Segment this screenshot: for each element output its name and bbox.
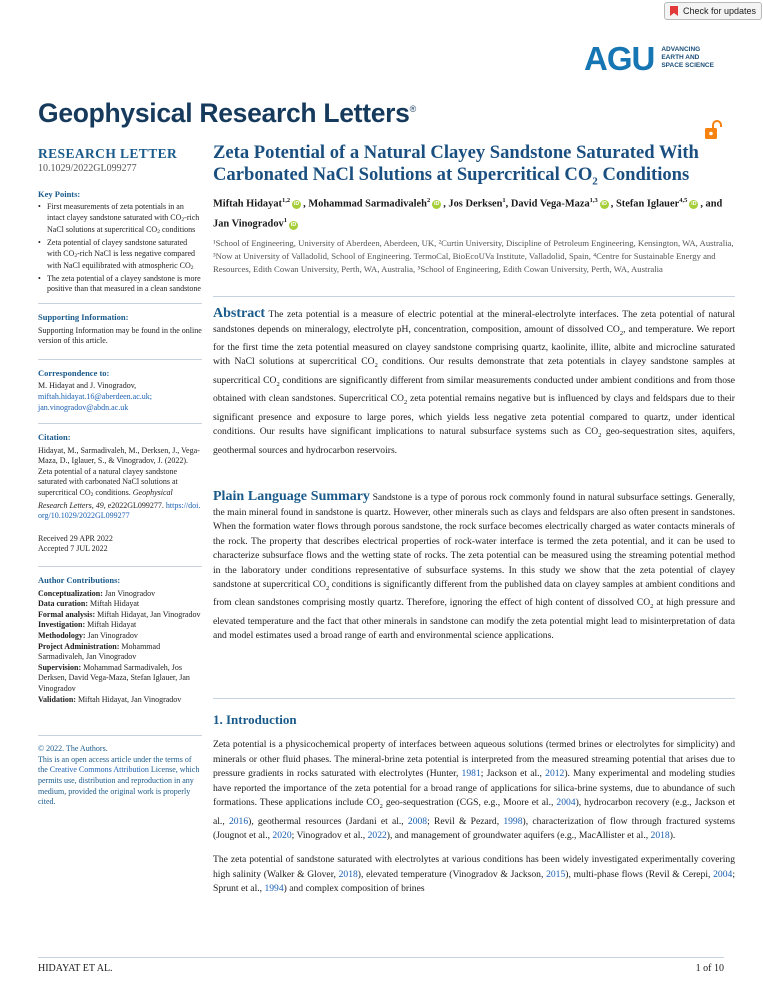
author-contributions-list [38, 589, 202, 706]
check-for-updates-button[interactable] [664, 2, 762, 20]
key-point: • Zeta potential of clayey sandstone saturated with CO2-rich NaCl is less negative compared with NaCl equilibrated with atmospheric CO2 [38, 238, 202, 274]
crossmark-icon [669, 5, 679, 17]
orcid-icon[interactable]: iD [293, 201, 300, 208]
open-access-lock-icon [702, 120, 724, 140]
supporting-info-heading: Supporting Information: [38, 311, 129, 322]
orcid-icon[interactable]: iD [601, 201, 608, 208]
contribution-item: Methodology: Jan Vinogradov [38, 631, 138, 640]
author-name[interactable]: Miftah Hidayat [213, 198, 282, 210]
introduction-heading: 1. Introduction [213, 712, 297, 727]
supporting-info-text: Supporting Information may be found in the online version of this article. [38, 325, 202, 346]
license-link[interactable]: Creative Commons Attribution [49, 765, 149, 775]
citation-link[interactable]: 2018 [650, 830, 670, 842]
author-name[interactable]: David Vega-Maza [510, 198, 590, 210]
email-link-hidayat[interactable]: miftah.hidayat.16@aberdeen.ac.uk; [38, 391, 152, 401]
pls-heading: Plain Language Summary [213, 489, 370, 504]
author-list: Miftah Hidayat$^{1,2}$iD , Mohammad Sarmadivaleh$^2$iD , Jos Derksen$^1$, David Vega-Maza$^{1,3}$iD , Stefan Iglauer$^{4,5}$iD , and Jan Vinogradov$^1$iD [213, 197, 723, 230]
author-contributions-heading: Author Contributions: [38, 575, 121, 586]
agu-tagline: ADVANCING EARTH AND SPACE SCIENCE [661, 46, 714, 69]
orcid-icon[interactable]: iD [290, 221, 297, 228]
contribution-item: Data curation: Miftah Hidayat [38, 599, 140, 609]
plain-language-summary: Plain Language Summary Sandstone is a type of porous rock commonly found in natural subsurface settings. Generally, the main mineral found in sandstone is quartz. However, other minerals such as clays and feldspars are also often present in sandstones. When the formation water flows through porous sandstone, the rock surface becomes electrically charged as water contacts minerals of the rock. The property that describes electrical properties of rock-water interface is termed the zeta potential, and it can be used to characterize subsurface flows and the wetting state of rocks. The zeta potential can be measured using the streaming potential method in the laboratory under conditions representative of subsurface systems. In this study we show that the zeta potential of clayey sandstone at supercritical $CO_2$ conditions is significantly different from the published data on clayey samples at ambient conditions and from clean sandstones comprising mostly quartz. Therefore, ignoring the effect of high content of dissolved $CO_2$ at high pressure and elevated temperature and the fact that other minerals in sandstone can modify the zeta potential might lead to misinterpretation of data and model estimates used a broad range of earth and environmental science applications. [213, 489, 735, 642]
affiliations: ¹School of Engineering, University of Aberdeen, Aberdeen, UK, ²Curtin University, Discipline of Petroleum Engineering, Kensington, WA, Australia, ³Now at University of Valladolid, School of Engineering. TermoCal, BioEcoUVa Institute, Valladolid, Spain, ⁴Centre for Sustainable Energy and Resources, Edith Cowan University, Perth, WA, Australia, ⁵School of Engineering, Edith Cowan University, Perth, WA, Australia [213, 238, 734, 274]
orcid-icon[interactable]: iD [691, 201, 697, 208]
key-point: • The zeta potential of a clayey sandstone is more positive than that measured in a clean sandstone [38, 274, 202, 295]
divider [213, 296, 735, 297]
license-block: © 2022. The Authors. This is an open access article under the terms of the Creative Commons Attribution License, which permits use, distribution and reproduction in any medium, provided the original work is properly cited. [38, 744, 202, 808]
citation-text: Hidayat, M., Sarmadivaleh, M., Derksen, J., Vega-Maza, D., Iglauer, S., & Vinogradov, J. (2022). Zeta potential of a natural clayey sandstone saturated with carbonated NaCl solutions at supercritical CO2 conditions. Geophysical Research Letters, 49, e2022GL099277. https://doi.org/10.1029/2022GL099277 [38, 445, 201, 521]
citation-link[interactable]: 1994 [264, 883, 284, 895]
author-name[interactable]: Jan Vinogradov [213, 218, 284, 230]
agu-logo-text: AGU [584, 39, 655, 77]
divider [38, 423, 202, 424]
running-author: HIDAYAT ET AL. [38, 963, 113, 974]
contribution-item: Supervision: Mohammad Sarmadivaleh, Jos Derksen, David Vega-Maza, Stefan Iglauer, Jan Vinogradov [38, 662, 190, 693]
citation-link[interactable]: 2018 [338, 868, 358, 880]
citation-doi-link[interactable]: https://doi.org/10.1029/2022GL099277 [38, 500, 201, 521]
correspondence-heading: Correspondence to: [38, 367, 110, 378]
orcid-icon[interactable]: iD [433, 201, 440, 208]
divider [213, 698, 735, 699]
citation-link[interactable]: 1981 [461, 768, 481, 780]
abstract: Abstract The zeta potential is a measure of electric potential at the mineral-electrolyte interfaces. The zeta potential of natural sandstones depends on mineralogy, electrolyte pH, concentration, composition, amount of dissolved $CO_2$, and temperature. We report for the first time the zeta potential measured on clayey sandstone comprising quartz, kaolinite, illite, albite and microcline saturated with NaCl solutions at supercritical $CO_2$ conditions. Our results demonstrate that zeta potentials in clayey sandstone samples at supercritical $CO_2$ conditions are significantly different from similar measurements conducted under ambient conditions and from those obtained with clean sandstones. Supercritical $CO_2$ zeta potential remains negative but is influenced by clays and feldspars due to their significant presence and exposure to large pores, which yields less negative zeta potential compared to quartz, under identical conditions. Our results have significant implications to natural subsurface systems such as $CO_2$ geo-sequestration sites, aquifers, geothermal sources and hydrocarbon reservoirs. [213, 306, 735, 456]
divider [38, 359, 202, 360]
contribution-item: Project Administration: Mohammad Sarmadivaleh, Jan Vinogradov [38, 641, 161, 662]
accepted-date: Accepted 7 JUL 2022 [38, 544, 108, 554]
copyright: © 2022. The Authors. [38, 744, 108, 754]
journal-title: Geophysical Research Letters® [38, 98, 416, 128]
key-points-list [38, 202, 202, 295]
email-link-vinogradov[interactable]: jan.vinogradov@abdn.ac.uk [38, 402, 129, 412]
citation-link[interactable]: 2012 [545, 768, 565, 780]
author-name[interactable]: Stefan Iglauer [615, 198, 680, 210]
divider [38, 566, 202, 567]
author-name[interactable]: Mohammad Sarmadivaleh [308, 198, 427, 210]
key-point: • First measurements of zeta potentials in an intact clayey sandstone saturated with CO2-rich NaCl solutions at supercritical CO2 conditions [38, 202, 202, 238]
page-footer [38, 963, 724, 974]
introduction-body [213, 738, 735, 906]
citation-link[interactable]: 2022 [367, 830, 387, 842]
article-type: RESEARCH LETTER [38, 146, 178, 161]
citation-link[interactable]: 2008 [407, 815, 428, 827]
citation-link[interactable]: 2016 [228, 815, 249, 827]
abstract-heading: Abstract [213, 306, 266, 321]
contribution-item: Investigation: Miftah Hidayat [38, 620, 137, 630]
key-points-heading: Key Points: [38, 188, 81, 199]
footer-divider [38, 957, 724, 958]
contribution-item: Formal analysis: Miftah Hidayat, Jan Vinogradov [38, 609, 201, 619]
page-number: 1 of 10 [695, 963, 724, 974]
agu-logo[interactable] [584, 40, 714, 76]
citation-heading: Citation: [38, 432, 71, 443]
contribution-item: Validation: Miftah Hidayat, Jan Vinogradov [38, 694, 182, 704]
citation-link[interactable]: 1998 [503, 815, 523, 827]
article-doi[interactable]: 10.1029/2022GL099277 [38, 163, 137, 174]
paragraph: The zeta potential of sandstone saturated with electrolytes at various conditions has been widely investigated experimentally covering high salinity (Walker & Glover, 2018), elevated temperature (Vinogradov & Jackson, 2015), multi-phase flows (Revil & Cerepi, 2004; Sprunt et al., 1994) and complex composition of brines [213, 854, 735, 895]
citation-link[interactable]: 2004 [713, 868, 733, 880]
citation-link[interactable]: 2020 [272, 830, 292, 842]
contribution-item: Conceptualization: Jan Vinogradov [38, 588, 156, 598]
author-name[interactable]: Jos Derksen [448, 198, 503, 210]
citation-link[interactable]: 2004 [556, 797, 576, 809]
paragraph: Zeta potential is a physicochemical property of interfaces between aqueous solutions (termed brines or electrolytes for simplicity) and minerals or other fluid phases. The mineral-brine zeta potential is interpreted from the measured streaming potential that arises due to pressure gradients in rocks saturated with electrolytes (Hunter, 1981; Jackson et al., 2012). Many experimental and modeling studies have reported the importance of the zeta potential for a broad range of applications for silica-brine systems, due to abundance of such formations. These applications include $CO_2$ geo-sequestration (CGS, e.g., Moore et al., 2004), hydrocarbon recovery (e.g., Jackson et al., 2016), geothermal resources (Jardani et al., 2008; Revil & Pezard, 1998), characterization of flow through fractured systems (Jougnot et al., 2020; Vinogradov et al., 2022), and management of groundwater aquifers (e.g., MacAllister et al., 2018). [213, 739, 736, 842]
sidebar [38, 146, 202, 808]
check-updates-label: Check for updates [683, 6, 757, 16]
citation-link[interactable]: 2015 [546, 868, 566, 880]
article-title: Zeta Potential of a Natural Clayey Sandstone Saturated With Carbonated NaCl Solutions at Supercritical $CO_2$ Conditions [213, 142, 699, 188]
received-date: Received 29 APR 2022 [38, 533, 113, 543]
correspondence-names: M. Hidayat and J. Vinogradov, [38, 381, 137, 391]
divider [38, 735, 202, 736]
divider [38, 303, 202, 304]
